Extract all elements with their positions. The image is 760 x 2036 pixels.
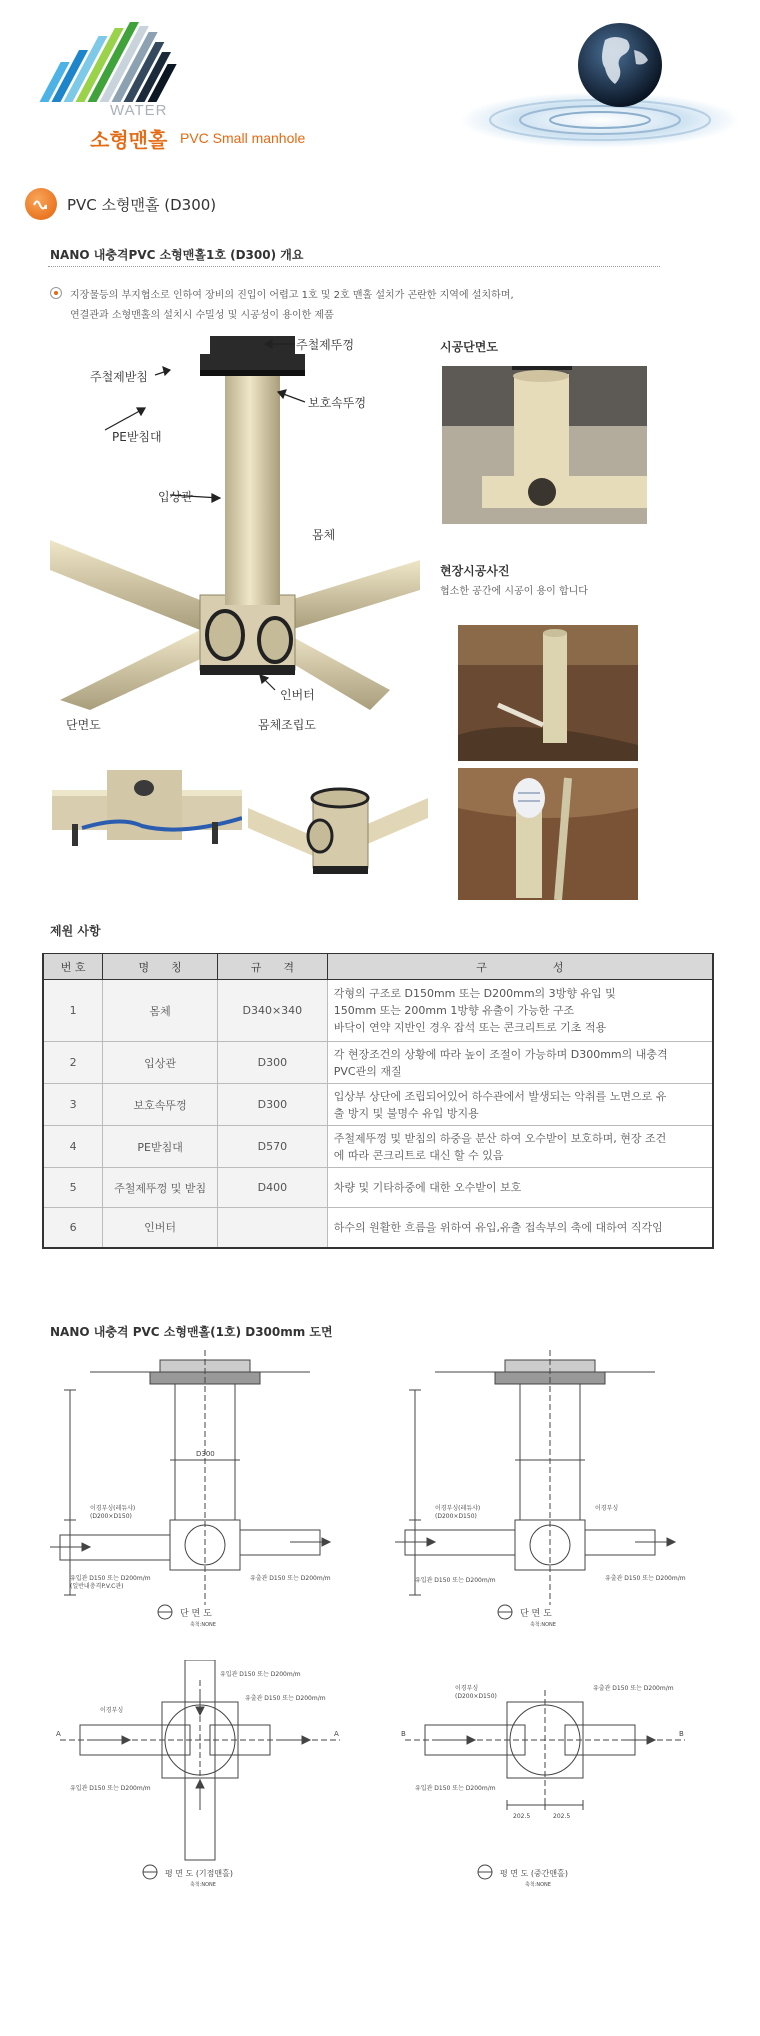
- inflow-bottom-a: 유입관 D150 또는 D200m/m: [70, 1785, 151, 1792]
- desc-line: 각형의 구조로 D150mm 또는 D200mm의 3방향 유입 및: [333, 987, 616, 1000]
- construction-section-title: 시공단면도: [440, 340, 498, 354]
- table-row: [43, 1126, 713, 1168]
- cell-desc: [327, 1084, 713, 1126]
- cell-name: 보호속뚜껑: [103, 1084, 218, 1126]
- section-heading: [25, 188, 216, 220]
- label-iron-seat: 주철제받침: [90, 370, 148, 384]
- reducer-b: 이경부싱: [455, 1685, 479, 1692]
- cell-name: PE받침대: [103, 1126, 218, 1168]
- desc-line: 주철제뚜껑 및 받침의 하중을 분산 하여 오수받이 보호하며, 현장 조건: [333, 1131, 667, 1145]
- table-row: [43, 980, 713, 1042]
- dim-d300-a: D300: [196, 1450, 215, 1458]
- label-assembly-view: 몸체조립도: [258, 718, 316, 732]
- body-assembly-image: [248, 768, 428, 878]
- desc-line: 각 현장조건의 상황에 따라 높이 조절이 가능하며 D300mm의 내충격: [333, 1047, 668, 1061]
- dim-2025-left: 202.5: [513, 1813, 531, 1820]
- section-cut-image: [52, 770, 242, 862]
- desc-line: 에 따라 콘크리트로 대신 할 수 있음: [333, 1148, 504, 1162]
- section-caption-a: 단 면 도: [180, 1609, 212, 1619]
- bullet-icon: [50, 287, 62, 299]
- label-iron-cover: 주철제뚜껑: [296, 338, 354, 352]
- cell-desc: [327, 1042, 713, 1084]
- adapter-size-a: (D200×D150): [90, 1513, 132, 1520]
- banner-subtitle: PVC Small manhole: [180, 130, 306, 146]
- table-row: [43, 1208, 713, 1248]
- overview-title: NANO 내충격PVC 소형맨홀1호 (D300) 개요: [50, 248, 304, 262]
- cell-desc: 하수의 원활한 흐름을 위하여 유입,유출 접속부의 축에 대하여 직각임: [327, 1208, 713, 1248]
- adapter-size-plan-b: (D200×D150): [455, 1693, 497, 1700]
- header-name: 명 칭: [103, 954, 218, 980]
- desc-line: 150mm 또는 200mm 1방향 유출이 가능한 구조: [333, 1004, 575, 1017]
- marker-a-right: A: [334, 1730, 339, 1738]
- outflow-b: 유출관 D150 또는 D200m/m: [593, 1685, 674, 1692]
- label-protect-cover: 보호속뚜껑: [308, 396, 366, 410]
- dim-2025-right: 202.5: [553, 1813, 571, 1820]
- wave-icon: [25, 188, 57, 220]
- plan-caption-a: 평 면 도 (기점맨홀): [165, 1869, 233, 1878]
- header-no: 번 호: [43, 954, 103, 980]
- section-caption-b: 단 면 도: [520, 1609, 552, 1619]
- cell-size: D300: [217, 1042, 327, 1084]
- reducer-a: 이경부싱: [100, 1707, 124, 1714]
- cell-name: 주철제뚜껑 및 받침: [103, 1168, 218, 1208]
- banner-title: 소형맨홀: [90, 128, 168, 152]
- cell-size: D570: [217, 1126, 327, 1168]
- outflow-label-b: 유출관 D150 또는 D200m/m: [605, 1575, 686, 1582]
- cell-desc: 차량 및 기타하중에 대한 오수받이 보호: [327, 1168, 713, 1208]
- field-photo-1: [458, 625, 638, 761]
- plan-scale-b: 축척:NONE: [525, 1882, 551, 1888]
- plan-drawing-b: [395, 1660, 695, 1890]
- cell-no: 1: [43, 980, 103, 1042]
- overview-line-2: 연결관과 소형맨홀의 설치시 수밀성 및 시공성이 용이한 제품: [70, 310, 334, 321]
- label-riser: 입상관: [158, 490, 193, 504]
- plan-caption-b: 평 면 도 (중간맨홀): [500, 1869, 568, 1878]
- cell-no: 6: [43, 1208, 103, 1248]
- cell-no: 5: [43, 1168, 103, 1208]
- callout-arrows: [60, 330, 420, 710]
- cell-desc: [327, 1126, 713, 1168]
- section-drawing-b: [395, 1350, 695, 1630]
- desc-line: PVC관의 재질: [333, 1064, 402, 1078]
- cell-desc: [327, 980, 713, 1042]
- scale-a: 축척:NONE: [190, 1622, 216, 1628]
- inflow-b: 유입관 D150 또는 D200m/m: [415, 1785, 496, 1792]
- plan-scale-a: 축척:NONE: [190, 1882, 216, 1888]
- cell-no: 4: [43, 1126, 103, 1168]
- construction-section-photo: [442, 366, 647, 524]
- desc-line: 바닥이 연약 지반인 경우 잡석 또는 콘크리트로 기초 적용: [333, 1021, 607, 1034]
- cell-name: 인버터: [103, 1208, 218, 1248]
- water-word: WATER: [110, 102, 168, 119]
- divider: [48, 266, 660, 267]
- marker-b-right: B: [679, 1730, 684, 1738]
- adapter-size-b: (D200×D150): [435, 1513, 477, 1520]
- field-photo-2: [458, 768, 638, 900]
- cell-size: D300: [217, 1084, 327, 1126]
- label-pe-base: PE받침대: [112, 430, 162, 444]
- inflow-top-a: 유입관 D150 또는 D200m/m: [220, 1671, 301, 1678]
- inflow-mat-a: (일반내충격P.V.C관): [70, 1583, 124, 1590]
- section-drawing-a: [50, 1350, 350, 1630]
- globe-ripple-image: [420, 10, 740, 160]
- table-row: [43, 1084, 713, 1126]
- table-row: [43, 1168, 713, 1208]
- drawing-title: NANO 내충격 PVC 소형맨홀(1호) D300mm 도면: [50, 1325, 333, 1339]
- cell-no: 3: [43, 1084, 103, 1126]
- label-body: 몸체: [312, 528, 336, 542]
- reducer-label-b: 이경부싱: [595, 1505, 619, 1512]
- spec-header-row: [43, 954, 713, 980]
- cell-no: 2: [43, 1042, 103, 1084]
- marker-b-left: B: [401, 1730, 406, 1738]
- header-size: 규 격: [217, 954, 327, 980]
- header-desc: 구 성: [327, 954, 713, 980]
- spec-table: [42, 953, 714, 1249]
- label-inverter: 인버터: [280, 688, 315, 702]
- water-stripes-logo: [22, 22, 252, 112]
- cell-name: 입상관: [103, 1042, 218, 1084]
- cell-size: D400: [217, 1168, 327, 1208]
- outflow-label-a: 유출관 D150 또는 D200m/m: [250, 1575, 331, 1582]
- outflow-a: 유출관 D150 또는 D200m/m: [245, 1695, 326, 1702]
- overview-line-1: 지장물등의 부지협소로 인하여 장비의 진입이 어렵고 1호 및 2호 맨홀 설치가 곤란한 지역에 설치하며,: [70, 290, 514, 301]
- field-photo-title: 현장시공사진: [440, 564, 510, 578]
- scale-b: 축척:NONE: [530, 1622, 556, 1628]
- marker-a-left: A: [56, 1730, 61, 1738]
- table-row: [43, 1042, 713, 1084]
- cell-size: D340×340: [217, 980, 327, 1042]
- inflow-label-a: 유입관 D150 또는 D200m/m: [70, 1575, 151, 1582]
- cell-size: [217, 1208, 327, 1248]
- cell-name: 몸체: [103, 980, 218, 1042]
- adapter-label-b: 이경부싱(레듀샤): [435, 1505, 481, 1512]
- field-photo-caption: 협소한 공간에 시공이 용이 합니다: [440, 586, 588, 597]
- desc-line: 출 방지 및 불명수 유입 방지용: [333, 1106, 479, 1120]
- desc-line: 입상부 상단에 조립되어있어 하수관에서 발생되는 악취를 노면으로 유: [333, 1089, 667, 1103]
- section-title: PVC 소형맨홀 (D300): [67, 195, 217, 214]
- label-section-view: 단면도: [66, 718, 101, 732]
- spec-title: 제원 사항: [50, 924, 101, 938]
- inflow-label-b: 유입관 D150 또는 D200m/m: [415, 1577, 496, 1584]
- header-banner: [0, 0, 760, 165]
- plan-drawing-a: [50, 1660, 350, 1890]
- adapter-label-a: 이경부싱(레듀샤): [90, 1505, 136, 1512]
